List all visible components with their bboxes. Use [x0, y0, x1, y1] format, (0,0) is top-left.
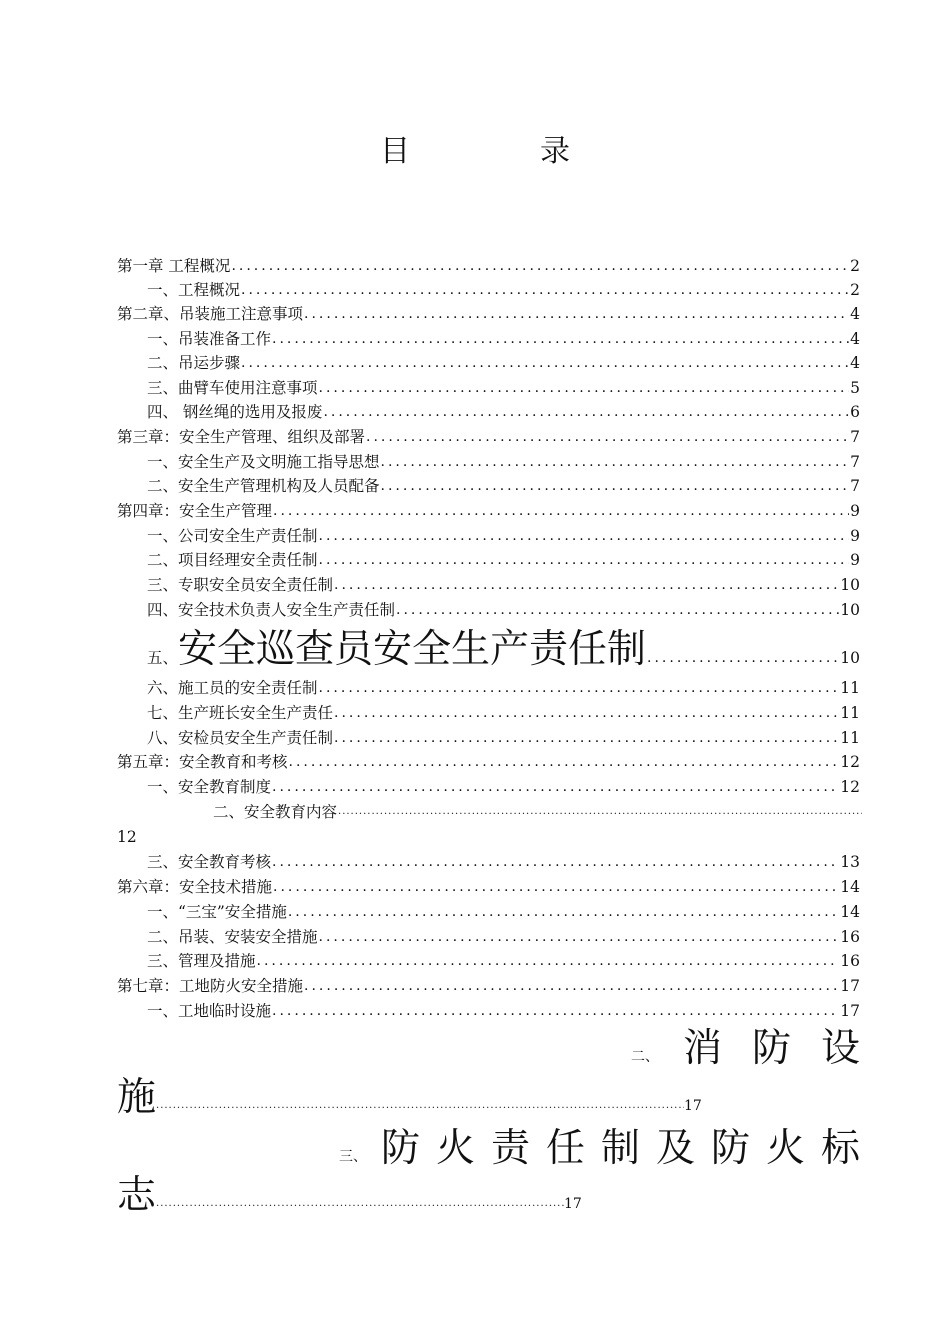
toc-entry-text: 二、吊运步骤 — [147, 354, 241, 372]
toc-entry[interactable] — [117, 748, 860, 772]
toc-entry[interactable] — [147, 596, 860, 620]
toc-entry[interactable] — [147, 848, 860, 872]
toc-page-number: 17 — [840, 1002, 860, 1020]
toc-page-number: 10 — [840, 649, 860, 667]
toc-entry-text: 三、曲臂车使用注意事项 — [147, 379, 318, 397]
toc-leader — [272, 777, 839, 797]
toc-entry-text: 一、吊装准备工作 — [147, 330, 272, 348]
toc-page-number: 17 — [840, 977, 860, 995]
toc-entry-text: 第五章：安全教育和考核 — [117, 753, 288, 771]
toc-leader — [273, 501, 849, 521]
toc-entry-title: 防火责任制及防火标 — [380, 1126, 876, 1171]
toc-entry-prefix: 二、 — [630, 1049, 659, 1065]
toc-entry[interactable] — [147, 546, 860, 570]
toc-leader — [231, 256, 849, 276]
toc-leader — [273, 877, 839, 897]
toc-entry-text — [147, 628, 646, 672]
toc-entry[interactable] — [147, 374, 860, 398]
toc-page-number: 7 — [850, 477, 860, 495]
toc-entry-text: 八、安检员安全生产责任制 — [147, 729, 334, 747]
toc-entry[interactable] — [630, 1026, 890, 1072]
toc-entry[interactable] — [147, 522, 860, 546]
toc-leader — [272, 852, 839, 872]
toc-entry[interactable] — [147, 349, 860, 373]
toc-entry[interactable] — [147, 624, 860, 672]
toc-leader — [272, 329, 849, 349]
toc-entry-text: 二、安全教育内容 — [213, 803, 338, 821]
toc-leader — [334, 575, 839, 595]
toc-page-number: 14 — [840, 878, 860, 896]
toc-entry[interactable] — [147, 276, 860, 300]
toc-leader — [338, 800, 862, 822]
toc-entry[interactable] — [147, 472, 860, 496]
toc-entry-text: 第四章：安全生产管理 — [117, 502, 273, 520]
toc-entry-title: 消防设 — [682, 1026, 890, 1071]
toc-leader — [288, 902, 839, 922]
toc-entry[interactable] — [147, 674, 860, 698]
toc-leader — [366, 427, 849, 447]
toc-entry-text: 一、公司安全生产责任制 — [147, 527, 318, 545]
toc-page-number: 9 — [850, 527, 860, 545]
toc-leader — [381, 452, 850, 472]
toc-entry-text: 第七章：工地防火安全措施 — [117, 977, 304, 995]
toc-page-number: 2 — [850, 257, 860, 275]
toc-entry-text: 四、 钢丝绳的选用及报废 — [147, 403, 323, 421]
toc-entry-prefix: 三、 — [338, 1149, 367, 1165]
toc-leader — [241, 353, 849, 373]
toc-entry-page-line — [117, 823, 177, 847]
toc-page-number: 10 — [840, 601, 860, 619]
toc-entry-title: 施 — [117, 1075, 157, 1120]
toc-leader — [381, 476, 850, 496]
toc-entry-title: 安全巡查员安全生产责任制 — [178, 627, 647, 672]
toc-leader — [319, 927, 840, 947]
toc-entry[interactable] — [117, 300, 860, 324]
toc-entry[interactable] — [147, 724, 860, 748]
toc-page-number: 2 — [850, 281, 860, 299]
toc-entry-text: 六、施工员的安全责任制 — [147, 679, 318, 697]
toc-entry-text: 三、安全教育考核 — [147, 853, 272, 871]
page-title: 目 录 — [380, 134, 620, 169]
toc-entry[interactable] — [117, 497, 860, 521]
toc-page-number: 12 — [840, 778, 860, 796]
toc-leader — [319, 526, 850, 546]
toc-leader — [396, 600, 839, 620]
toc-leader — [647, 648, 839, 672]
toc-page-number: 9 — [850, 502, 860, 520]
toc-entry[interactable] — [147, 898, 860, 922]
toc-page-number: 7 — [850, 428, 860, 446]
toc-leader — [319, 550, 850, 570]
toc-page-number: 5 — [850, 379, 860, 397]
toc-entry-text: 第一章 工程概况 — [117, 257, 231, 275]
toc-entry-text: 第二章、吊装施工注意事项 — [117, 305, 304, 323]
toc-entry[interactable] — [147, 947, 860, 971]
toc-page-number: 4 — [850, 354, 860, 372]
toc-leader — [323, 402, 849, 422]
toc-entry[interactable] — [213, 798, 863, 822]
toc-leader — [319, 378, 850, 398]
toc-leader — [289, 752, 840, 772]
toc-entry-text: 一、安全生产及文明施工指导思想 — [147, 453, 380, 471]
toc-leader — [257, 951, 840, 971]
toc-page-number: 4 — [850, 305, 860, 323]
toc-entry-text: 第三章：安全生产管理、组织及部署 — [117, 428, 366, 446]
toc-entry-text: 二、吊装、安装安全措施 — [147, 928, 318, 946]
toc-entry[interactable] — [147, 325, 860, 349]
toc-entry-title: 志 — [117, 1173, 157, 1218]
toc-entry-text: 二、安全生产管理机构及人员配备 — [147, 477, 380, 495]
toc-page-number: 9 — [850, 551, 860, 569]
toc-leader — [334, 728, 839, 748]
toc-entry-text: 第六章：安全技术措施 — [117, 878, 273, 896]
toc-entry[interactable] — [338, 1126, 876, 1172]
toc-page-number: 11 — [840, 704, 860, 722]
toc-entry-text: 一、工程概况 — [147, 281, 241, 299]
toc-entry[interactable] — [147, 923, 860, 947]
toc-entry[interactable] — [147, 997, 860, 1021]
toc-entry-text: 七、生产班长安全生产责任 — [147, 704, 334, 722]
toc-entry-text: 一、“三宝”安全措施 — [147, 903, 287, 921]
toc-page-number: 6 — [850, 403, 860, 421]
toc-leader — [156, 1196, 564, 1218]
toc-page-number: 17 — [684, 1098, 702, 1114]
toc-page-number: 12 — [840, 753, 860, 771]
toc-entry-text: 一、工地临时设施 — [147, 1002, 272, 1020]
toc-entry-continuation[interactable] — [117, 1076, 702, 1120]
toc-leader — [304, 976, 839, 996]
toc-entry-text: 三、专职安全员安全责任制 — [147, 576, 334, 594]
toc-page-number: 10 — [840, 576, 860, 594]
toc-entry[interactable] — [117, 252, 860, 276]
toc-page-number: 13 — [840, 853, 860, 871]
toc-entry-prefix: 五、 — [147, 649, 179, 667]
toc-entry-text: 三、管理及措施 — [147, 952, 256, 970]
toc-page-number: 17 — [564, 1196, 582, 1212]
toc-entry[interactable] — [117, 423, 860, 447]
toc-page-number: 12 — [117, 828, 137, 846]
toc-entry[interactable] — [147, 773, 860, 797]
toc-entry-text: 一、安全教育制度 — [147, 778, 272, 796]
toc-entry-continuation[interactable] — [117, 1174, 582, 1218]
toc-entry-text: 四、安全技术负责人安全生产责任制 — [147, 601, 396, 619]
toc-page-number: 7 — [850, 453, 860, 471]
toc-leader — [272, 1001, 839, 1021]
toc-page-number: 16 — [840, 952, 860, 970]
toc-leader — [304, 304, 849, 324]
toc-entry[interactable] — [147, 398, 860, 422]
toc-leader — [319, 678, 840, 698]
toc-entry[interactable] — [117, 972, 860, 996]
toc-entry[interactable] — [147, 448, 860, 472]
toc-entry[interactable] — [147, 699, 860, 723]
toc-leader — [241, 280, 849, 300]
toc-page-number: 16 — [840, 928, 860, 946]
toc-leader — [334, 703, 839, 723]
toc-page-number: 11 — [840, 729, 860, 747]
toc-entry-text: 二、项目经理安全责任制 — [147, 551, 318, 569]
toc-entry[interactable] — [117, 873, 860, 897]
toc-page-number: 14 — [840, 903, 860, 921]
toc-entry[interactable] — [147, 571, 860, 595]
toc-page-number: 4 — [850, 330, 860, 348]
toc-leader — [156, 1098, 684, 1120]
toc-page-number: 11 — [840, 679, 860, 697]
